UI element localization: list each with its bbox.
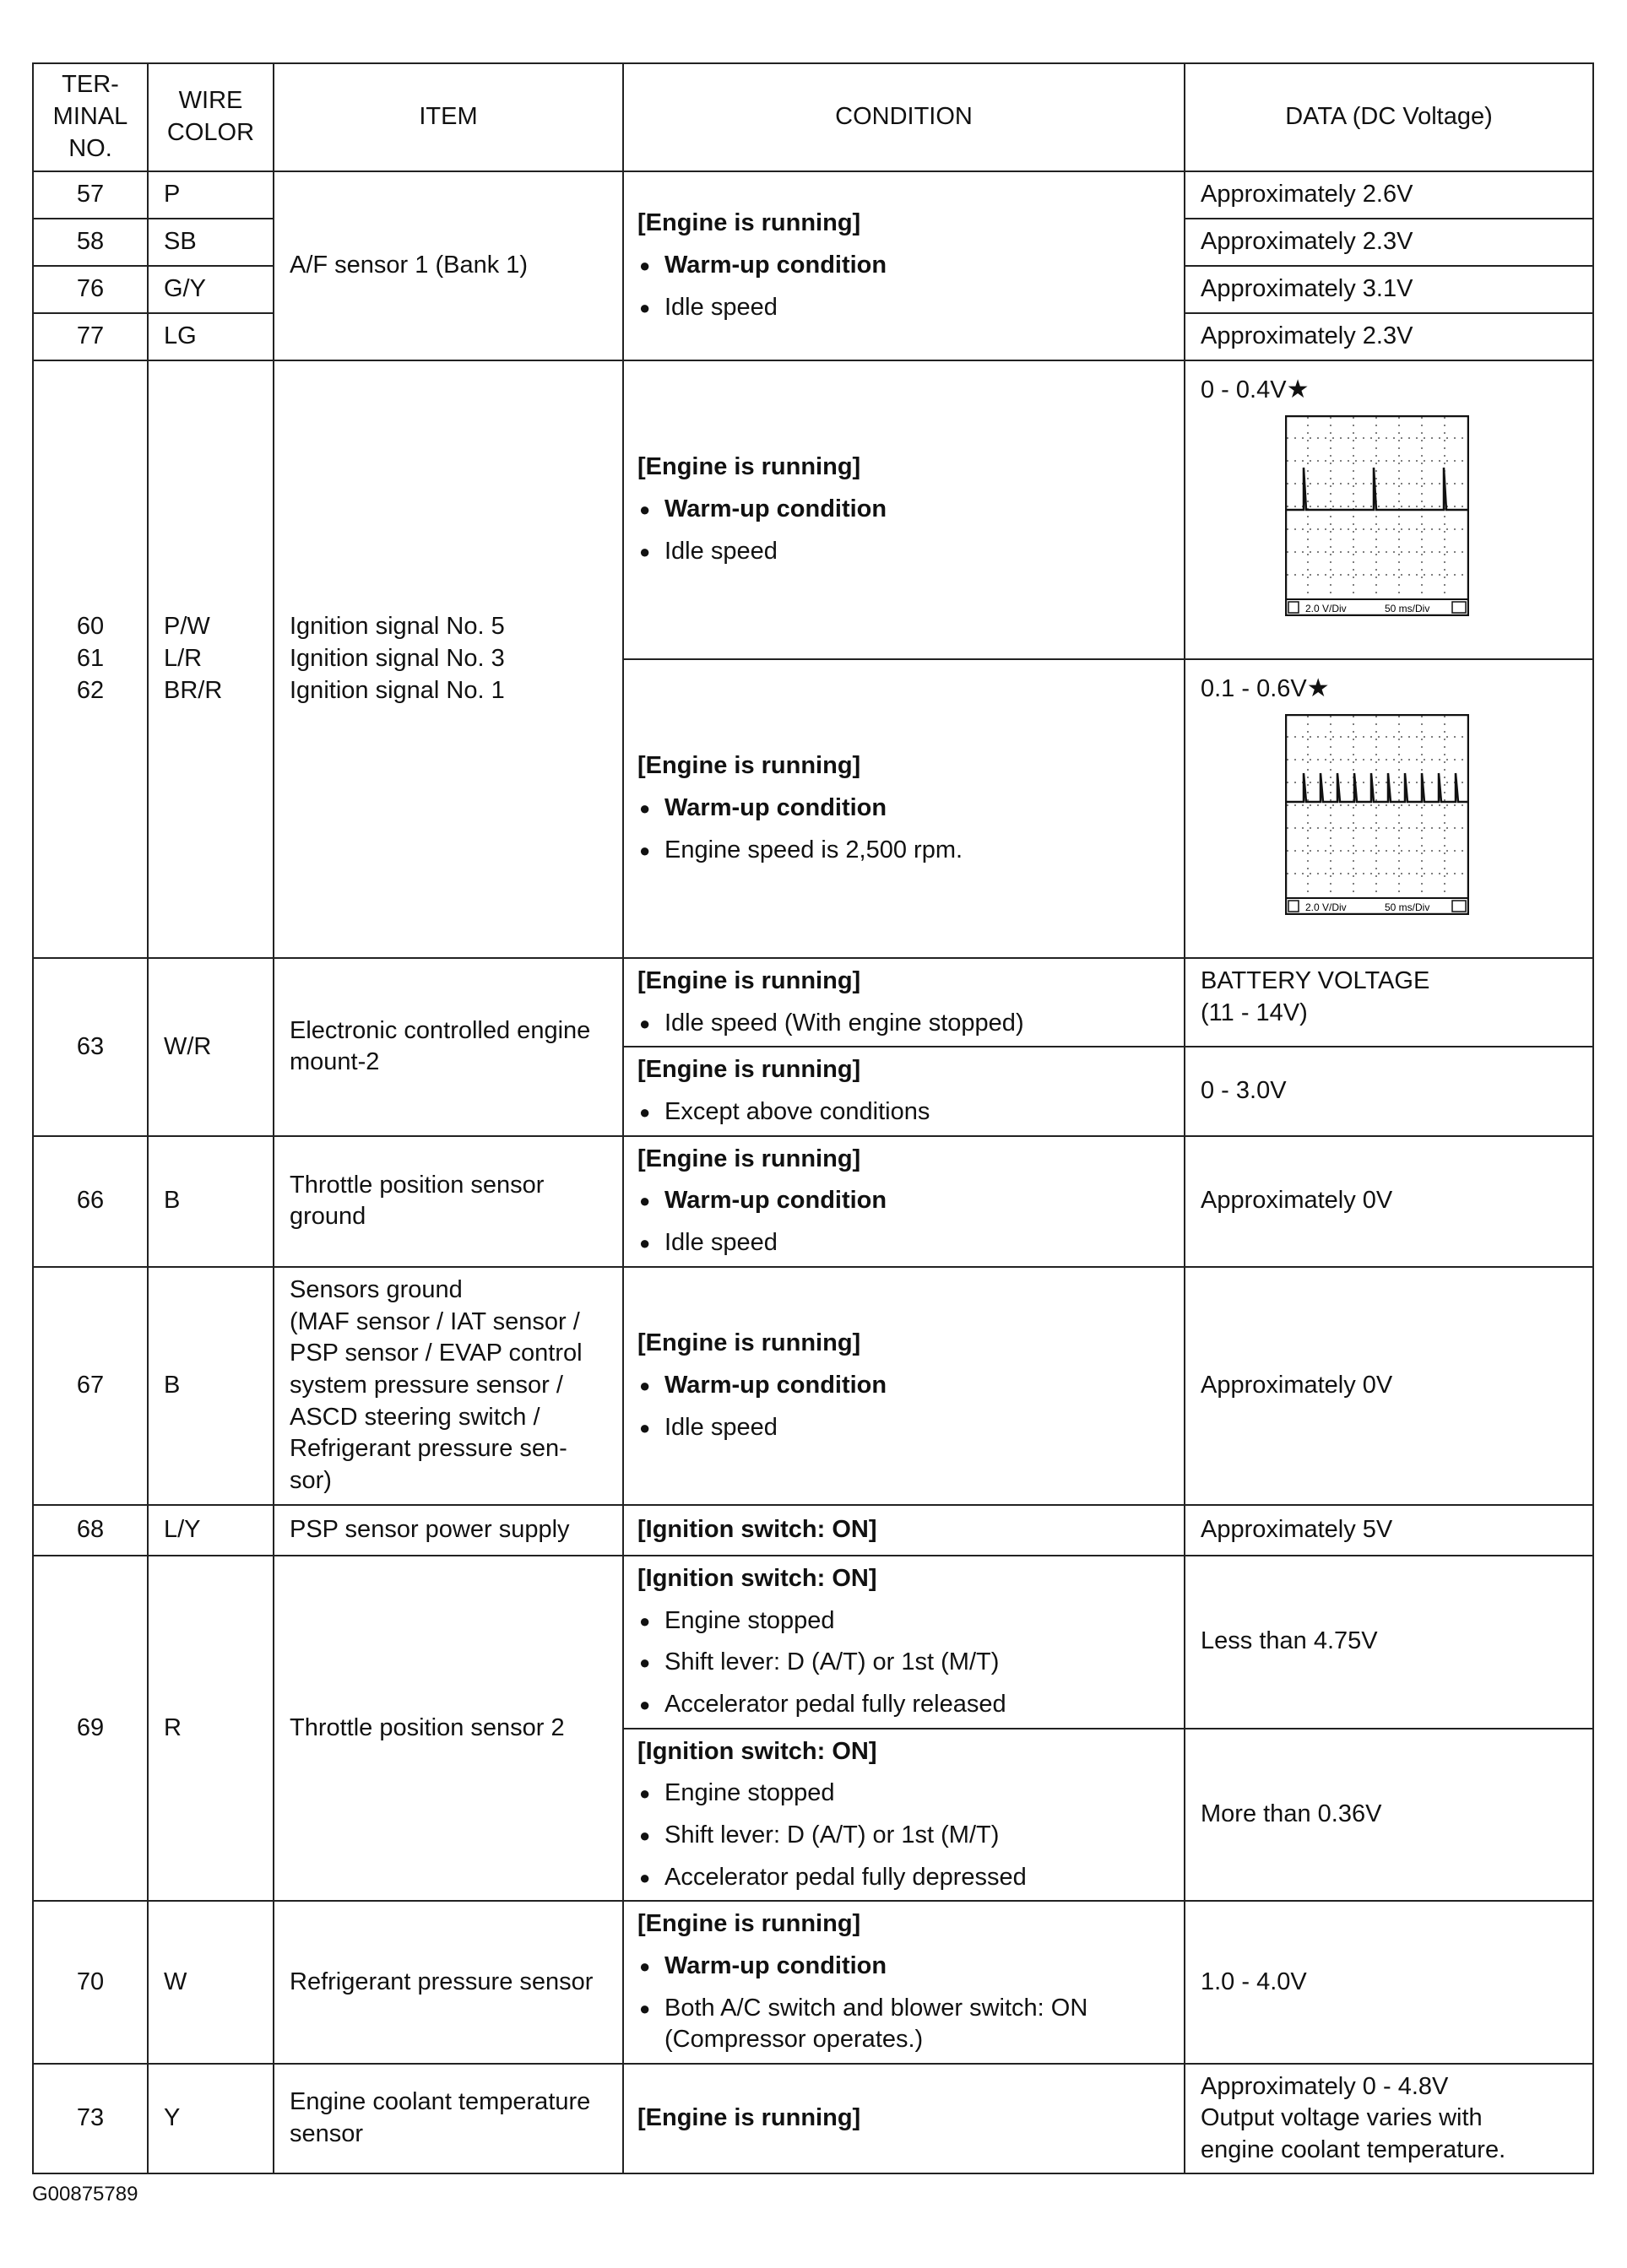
condition-bullet: ● Warm-up condition — [637, 1370, 1170, 1402]
scope-scale-label: 2.0 V/Div — [1305, 602, 1347, 614]
header-row — [33, 63, 1593, 171]
condition-bullet: ● Warm-up condition — [637, 494, 1170, 526]
item-line: Sensors ground — [290, 1275, 463, 1303]
data-line: Output voltage varies with — [1201, 2104, 1483, 2132]
scope-time-label: 50 ms/Div — [1385, 602, 1430, 614]
data-value: Approximately 0V — [1185, 1136, 1593, 1267]
condition — [623, 958, 1185, 1047]
condition — [623, 2064, 1185, 2173]
terminal-no: 76 — [33, 266, 148, 313]
condition-heading: [Engine is running] — [637, 1910, 861, 1938]
terminal-no-62: 62 — [76, 676, 105, 704]
header-condition: CONDITION — [623, 63, 1185, 171]
item-ignition-1: Ignition signal No. 1 — [290, 676, 505, 704]
data-line: BATTERY VOLTAGE — [1201, 967, 1430, 994]
terminal-no-60: 60 — [76, 613, 105, 641]
condition-heading: [Ignition switch: ON] — [637, 1737, 877, 1765]
condition-heading: [Engine is running] — [637, 967, 861, 994]
wire-color-pw: P/W — [164, 613, 210, 641]
table-row — [33, 360, 1593, 659]
scope-frame — [1286, 416, 1468, 615]
terminal-no: 70 — [33, 1901, 148, 2064]
data-value: Approximately 3.1V — [1185, 266, 1593, 313]
wire-color: W — [148, 1901, 274, 2064]
scope-frame — [1286, 715, 1468, 914]
terminal-no: 77 — [33, 313, 148, 360]
scope-trace — [1287, 468, 1467, 510]
condition — [623, 659, 1185, 958]
wire-color — [148, 360, 274, 958]
condition-bullet: ● Idle speed (With engine stopped) — [637, 1008, 1170, 1040]
data-line: Approximately 0 - 4.8V — [1201, 2072, 1449, 2100]
condition-bullet — [637, 1993, 1170, 2056]
condition-heading: [Ignition switch: ON] — [637, 1564, 877, 1592]
wire-color: B — [148, 1136, 274, 1267]
header-terminal — [33, 63, 148, 171]
header-terminal-line2: MINAL — [52, 103, 128, 131]
wire-color: Y — [148, 2064, 274, 2173]
data-value — [1185, 2064, 1593, 2173]
table-row — [33, 1267, 1593, 1505]
wire-color: G/Y — [148, 266, 274, 313]
terminal-no: 57 — [33, 171, 148, 219]
table-row — [33, 1556, 1593, 1729]
wire-color: L/Y — [148, 1505, 274, 1556]
terminal-no — [33, 360, 148, 958]
data-value: 0 - 3.0V — [1185, 1047, 1593, 1135]
scope-mode-icon — [1288, 602, 1299, 613]
data-value — [1185, 659, 1593, 958]
data-line: engine coolant temperature. — [1201, 2135, 1506, 2163]
condition-bullet: ● Idle speed — [637, 536, 1170, 568]
scope-trace — [1287, 773, 1467, 802]
condition-heading: [Engine is running] — [637, 2104, 861, 2132]
condition-heading: [Engine is running] — [637, 453, 861, 481]
item-line: system pressure sensor / — [290, 1371, 563, 1399]
scope-grid — [1287, 716, 1467, 897]
terminal-no: 73 — [33, 2064, 148, 2173]
table-row — [33, 1901, 1593, 2064]
condition-heading: [Engine is running] — [637, 1145, 861, 1172]
condition-bullet: ● Except above conditions — [637, 1096, 1170, 1129]
condition-heading: [Engine is running] — [637, 209, 861, 237]
item — [274, 1267, 623, 1505]
condition-bullet: ● Shift lever: D (A/T) or 1st (M/T) — [637, 1647, 1170, 1679]
header-wire-color — [148, 63, 274, 171]
data-value: 1.0 - 4.0V — [1185, 1901, 1593, 2064]
condition — [623, 360, 1185, 659]
scope-mode-icon — [1288, 901, 1299, 912]
data-value — [1185, 360, 1593, 659]
data-value: Approximately 2.3V — [1185, 313, 1593, 360]
header-wire-line2: COLOR — [166, 119, 255, 146]
star-icon: ★ — [1286, 376, 1310, 403]
condition-bullet: ● Warm-up condition — [637, 250, 1170, 282]
condition — [623, 1267, 1185, 1505]
condition-bullet: ● Engine stopped — [637, 1605, 1170, 1637]
condition-bullet: ● Engine stopped — [637, 1778, 1170, 1810]
item — [274, 360, 623, 958]
condition-bullet: ● Idle speed — [637, 1227, 1170, 1259]
item-line: PSP sensor / EVAP control — [290, 1340, 583, 1367]
terminal-no: 67 — [33, 1267, 148, 1505]
condition — [623, 1901, 1185, 2064]
ecm-terminal-table — [32, 62, 1594, 2174]
data-value: Approximately 0V — [1185, 1267, 1593, 1505]
scope-time-label: 50 ms/Div — [1385, 901, 1430, 913]
condition-bullet: ● Warm-up condition — [637, 1951, 1170, 1983]
table-row — [33, 1136, 1593, 1267]
condition — [623, 171, 1185, 360]
header-terminal-line3: NO. — [68, 134, 112, 162]
item: Electronic controlled engine mount-2 — [274, 958, 623, 1136]
condition — [623, 1556, 1185, 1729]
item: A/F sensor 1 (Bank 1) — [274, 171, 623, 360]
condition — [623, 1047, 1185, 1135]
condition-heading: [Engine is running] — [637, 752, 861, 780]
wire-color: SB — [148, 219, 274, 266]
condition-heading: [Engine is running] — [637, 1056, 861, 1084]
table-row — [33, 1505, 1593, 1556]
condition-bullet: ● Idle speed — [637, 292, 1170, 324]
data-value: Approximately 2.6V — [1185, 171, 1593, 219]
table-row — [33, 958, 1593, 1047]
condition — [623, 1136, 1185, 1267]
condition-heading: [Engine is running] — [637, 1329, 861, 1357]
terminal-no: 69 — [33, 1556, 148, 1902]
star-icon: ★ — [1306, 674, 1330, 702]
header-data: DATA (DC Voltage) — [1185, 63, 1593, 171]
item-ignition-3: Ignition signal No. 3 — [290, 645, 505, 673]
item: PSP sensor power supply — [274, 1505, 623, 1556]
terminal-no: 66 — [33, 1136, 148, 1267]
data-value: Approximately 2.3V — [1185, 219, 1593, 266]
scope-end-icon — [1452, 901, 1466, 912]
scope-end-icon — [1452, 602, 1466, 613]
condition-bullet: ● Accelerator pedal fully released — [637, 1689, 1170, 1721]
terminal-no: 68 — [33, 1505, 148, 1556]
wire-color: LG — [148, 313, 274, 360]
table-row — [33, 2064, 1593, 2173]
data-value: Approximately 5V — [1185, 1505, 1593, 1556]
terminal-no: 58 — [33, 219, 148, 266]
condition-bullet-text: Both A/C switch and blower switch: ON — [664, 1994, 1088, 2022]
oscilloscope-waveform-idle — [1285, 415, 1469, 616]
item-ignition-5: Ignition signal No. 5 — [290, 613, 505, 641]
figure-code: G00875789 — [32, 2183, 138, 2206]
wire-color-lr: L/R — [164, 645, 203, 673]
wire-color: P — [148, 171, 274, 219]
item: Throttle position sensor 2 — [274, 1556, 623, 1902]
data-line: (11 - 14V) — [1201, 999, 1308, 1026]
item-line: sor) — [290, 1467, 332, 1495]
oscilloscope-waveform-2500rpm — [1285, 714, 1469, 915]
item: Throttle position sensor ground — [274, 1136, 623, 1267]
header-item: ITEM — [274, 63, 623, 171]
wire-color: W/R — [148, 958, 274, 1136]
header-terminal-line1: TER- — [62, 71, 119, 99]
condition-bullet: ● Engine speed is 2,500 rpm. — [637, 835, 1170, 867]
terminal-no-61: 61 — [76, 645, 105, 673]
terminal-no: 63 — [33, 958, 148, 1136]
condition-bullet: ● Idle speed — [637, 1412, 1170, 1444]
item-line: (MAF sensor / IAT sensor / — [290, 1307, 580, 1335]
data-value: More than 0.36V — [1185, 1729, 1593, 1902]
wire-color: R — [148, 1556, 274, 1902]
condition — [623, 1505, 1185, 1556]
wire-color: B — [148, 1267, 274, 1505]
data-value — [1185, 958, 1593, 1047]
item-line: ASCD steering switch / — [290, 1403, 540, 1431]
scope-scale-label: 2.0 V/Div — [1305, 901, 1347, 913]
data-voltage: 0 - 0.4V — [1201, 376, 1287, 403]
data-value: Less than 4.75V — [1185, 1556, 1593, 1729]
condition — [623, 1729, 1185, 1902]
table-row — [33, 171, 1593, 219]
condition-bullet: ● Warm-up condition — [637, 1185, 1170, 1217]
item: Engine coolant temperature sensor — [274, 2064, 623, 2173]
condition-bullet: ● Shift lever: D (A/T) or 1st (M/T) — [637, 1820, 1170, 1852]
data-voltage: 0.1 - 0.6V — [1201, 675, 1307, 702]
condition-bullet: ● Warm-up condition — [637, 793, 1170, 825]
condition-bullet-continuation: (Compressor operates.) — [664, 2026, 924, 2054]
item-line: Refrigerant pressure sen- — [290, 1435, 567, 1463]
condition-bullet: ● Accelerator pedal fully depressed — [637, 1862, 1170, 1894]
item: Refrigerant pressure sensor — [274, 1901, 623, 2064]
condition-heading: [Ignition switch: ON] — [637, 1515, 877, 1543]
wire-color-brr: BR/R — [164, 676, 223, 704]
header-wire-line1: WIRE — [178, 87, 243, 115]
